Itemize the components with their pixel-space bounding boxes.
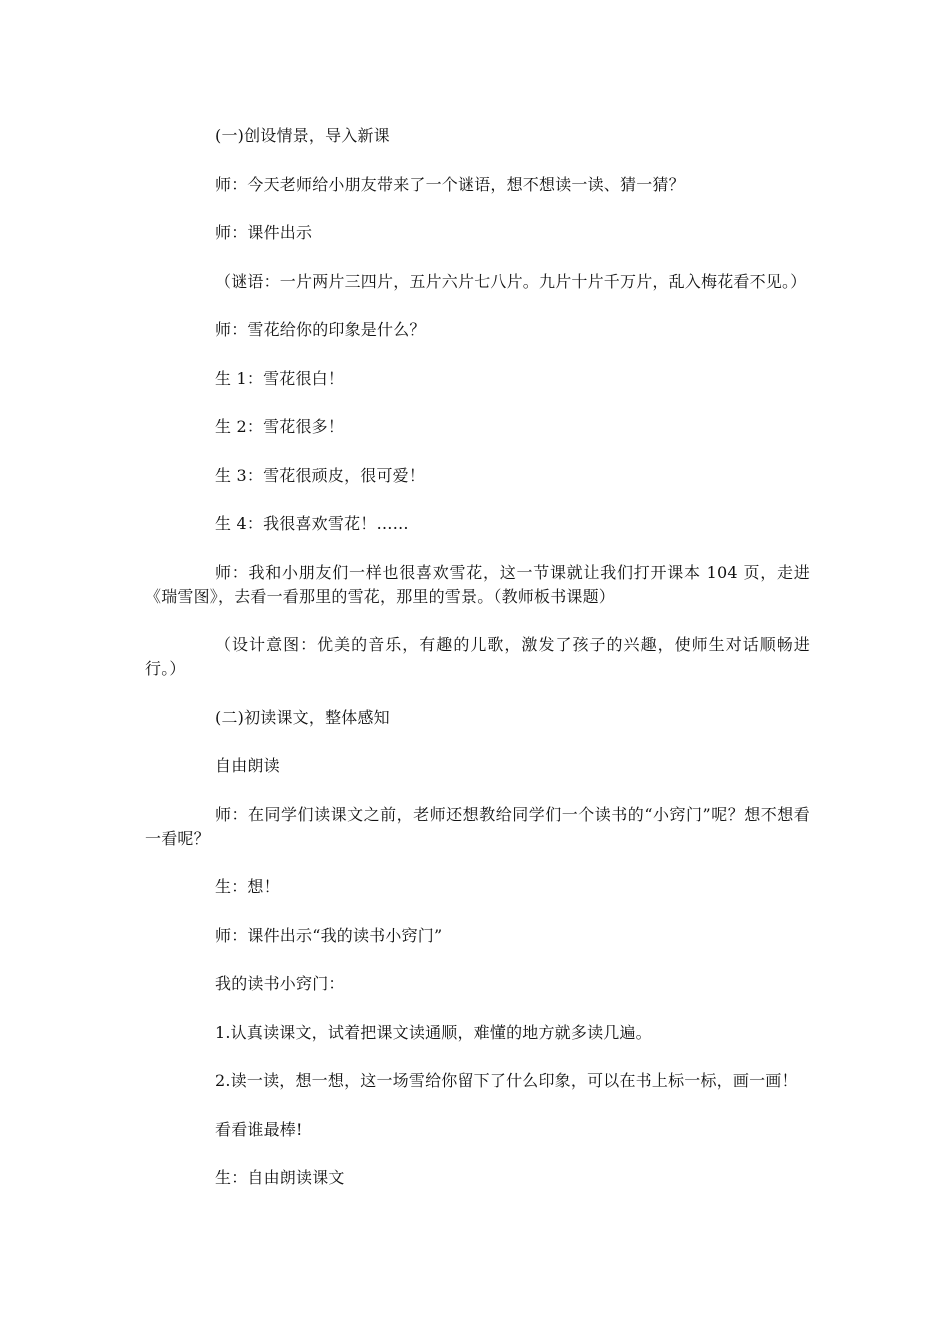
student-line: 生：想！ [215, 877, 280, 896]
design-intent-note: （设计意图：优美的音乐，有趣的儿歌，激发了孩子的兴趣，使师生对话顺畅进行。） [145, 635, 810, 678]
tips-heading: 我的读书小窍门： [215, 974, 345, 993]
tip-item: 2.读一读，想一想，这一场雪给你留下了什么印象，可以在书上标一标，画一画！ [215, 1071, 798, 1090]
teacher-line: 师：课件出示 [215, 223, 313, 242]
teacher-line: 师：雪花给你的印象是什么？ [215, 320, 426, 339]
riddle-text: （谜语：一片两片三四片，五片六片七八片。九片十片千万片，乱入梅花看不见。） [215, 271, 807, 291]
student-line: 生 1：雪花很白！ [215, 368, 345, 388]
encouragement-line: 看看谁最棒! [215, 1119, 303, 1139]
teacher-line: 师：今天老师给小朋友带来了一个谜语，想不想读一读、猜一猜？ [215, 174, 685, 194]
teacher-line: 师：我和小朋友们一样也很喜欢雪花，这一节课就让我们打开课本 104 页，走进《瑞雪图》，去看一看那里的雪花，那里的雪景。（教师板书课题） [145, 562, 810, 606]
student-line: 生：自由朗读课文 [215, 1168, 345, 1187]
section-heading-1: (一)创设情景，导入新课 [215, 126, 390, 145]
student-line: 生 4：我很喜欢雪花！…… [215, 514, 409, 533]
section-heading-2: (二)初读课文，整体感知 [215, 707, 390, 727]
teacher-line: 师：在同学们读课文之前，老师还想教给同学们一个读书的“小窍门”呢？想不想看一看呢？ [145, 804, 810, 848]
teacher-line: 师：课件出示“我的读书小窍门” [215, 925, 443, 945]
student-line: 生 2：雪花很多！ [215, 417, 345, 436]
student-line: 生 3：雪花很顽皮，很可爱！ [215, 465, 426, 485]
activity-label: 自由朗读 [215, 756, 280, 775]
tip-item: 1.认真读课文，试着把课文读通顺，难懂的地方就多读几遍。 [215, 1022, 652, 1042]
document-body [145, 124, 810, 1215]
